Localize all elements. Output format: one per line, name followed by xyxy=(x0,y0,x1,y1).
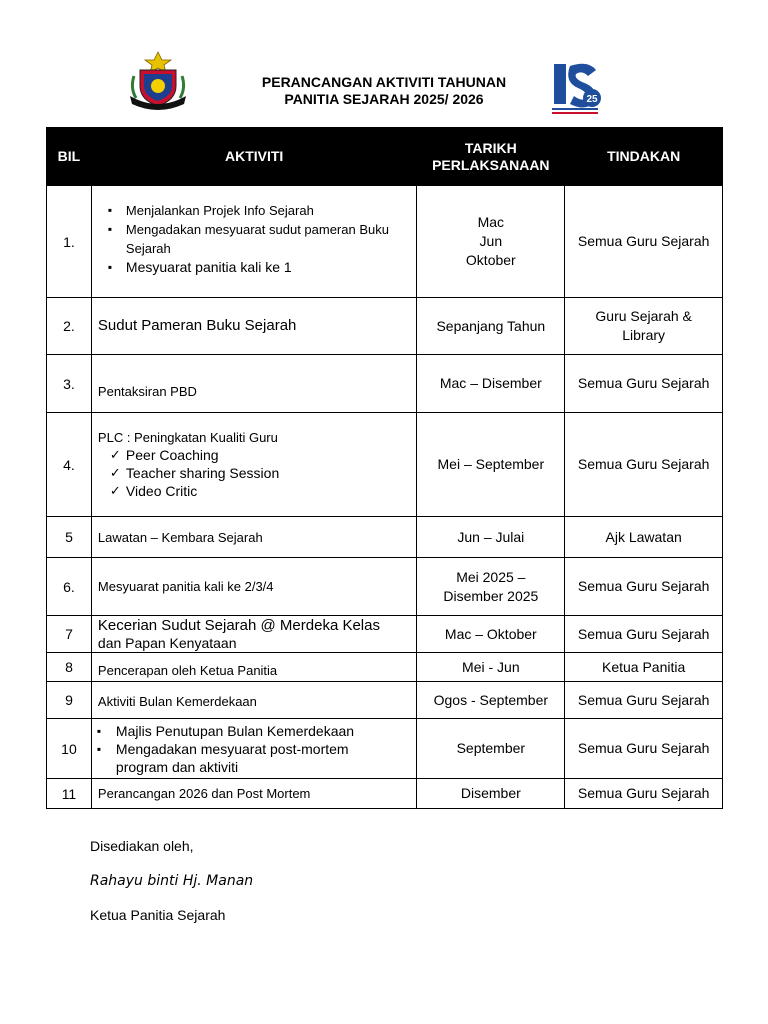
date-cell: Mei – September xyxy=(417,413,565,517)
row-number: 10 xyxy=(47,719,92,779)
date-line: Mei 2025 – xyxy=(456,568,526,585)
activity-text: Mesyuarat panitia kali ke 2/3/4 xyxy=(97,579,274,594)
activity-text: Aktiviti Bulan Kemerdekaan xyxy=(97,694,257,709)
activity-cell xyxy=(91,413,416,517)
activity-text: Sudut Pameran Buku Sejarah xyxy=(97,317,297,334)
row-number: 7 xyxy=(47,616,92,653)
prepared-by-label: Disediakan oleh, xyxy=(90,838,194,854)
action-cell: Semua Guru Sejarah xyxy=(565,355,723,413)
table-row xyxy=(47,186,723,298)
column-header-bil: BIL xyxy=(47,128,92,186)
action-cell: Ajk Lawatan xyxy=(565,517,723,558)
table-row xyxy=(47,517,723,558)
action-line: Guru Sejarah & xyxy=(595,308,692,324)
table-header-row xyxy=(47,128,723,186)
activity-plan-table xyxy=(46,127,723,809)
date-cell: Mac – Disember xyxy=(417,355,565,413)
list-item: ▪ Mengadakan mesyuarat post-mortem program dan aktiviti xyxy=(94,740,412,776)
activity-text: Lawatan – Kembara Sejarah xyxy=(97,529,263,545)
activity-cell xyxy=(91,719,416,779)
row-number: 4. xyxy=(47,413,92,517)
action-cell: Semua Guru Sejarah xyxy=(565,186,723,298)
row-number: 9 xyxy=(47,682,92,719)
activity-text: Pentaksiran PBD xyxy=(97,384,197,399)
action-cell xyxy=(565,298,723,355)
list-item: ✓ Video Critic xyxy=(98,482,412,500)
table-row xyxy=(47,682,723,719)
date-line: Mac xyxy=(477,214,505,230)
activity-cell xyxy=(91,558,416,616)
activity-cell xyxy=(91,355,416,413)
activity-cell xyxy=(91,779,416,809)
title-line-1: PERANCANGAN AKTIVITI TAHUNAN xyxy=(261,74,507,90)
action-cell: Ketua Panitia xyxy=(565,653,723,682)
date-cell: Jun – Julai xyxy=(417,517,565,558)
date-line: Disember 2025 xyxy=(443,587,539,604)
column-header-aktiviti: AKTIVITI xyxy=(91,128,416,186)
column-header-tarikh-text: TARIKH PERLAKSANAAN xyxy=(432,139,550,173)
activity-cell xyxy=(91,298,416,355)
activity-checklist xyxy=(98,446,412,500)
action-cell: Semua Guru Sejarah xyxy=(565,719,723,779)
activity-bullet-list xyxy=(94,722,412,776)
action-cell: Semua Guru Sejarah xyxy=(565,779,723,809)
activity-text-line: dan Papan Kenyataan xyxy=(97,635,237,651)
list-item: ▪ Majlis Penutupan Bulan Kemerdekaan xyxy=(94,722,412,740)
document-header xyxy=(0,0,768,125)
column-header-tindakan: TINDAKAN xyxy=(565,128,723,186)
date-cell: Mei - Jun xyxy=(417,653,565,682)
table-row xyxy=(47,719,723,779)
action-line: Library xyxy=(622,327,666,343)
table-row xyxy=(47,653,723,682)
activity-text: PLC : Peningkatan Kualiti Guru xyxy=(97,430,278,445)
preparer-role: Ketua Panitia Sejarah xyxy=(90,907,226,923)
list-item: ▪ Mengadakan mesyuarat sudut pameran Buku Sejarah xyxy=(98,220,412,258)
action-cell: Semua Guru Sejarah xyxy=(565,616,723,653)
document-title xyxy=(200,74,568,108)
list-item: ▪ Mesyuarat panitia kali ke 1 xyxy=(98,258,412,276)
activity-cell xyxy=(91,616,416,653)
activity-cell xyxy=(91,517,416,558)
activity-text: Pencerapan oleh Ketua Panitia xyxy=(97,663,278,678)
date-cell xyxy=(417,186,565,298)
preparer-name: Rahayu binti Hj. Manan xyxy=(90,873,254,889)
title-line-2: PANITIA SEJARAH 2025/ 2026 xyxy=(284,91,484,107)
table-row xyxy=(47,298,723,355)
column-header-tarikh xyxy=(417,128,565,186)
row-number: 2. xyxy=(47,298,92,355)
row-number: 1. xyxy=(47,186,92,298)
list-item: ▪ Menjalankan Projek Info Sejarah xyxy=(98,201,412,220)
date-cell: Sepanjang Tahun xyxy=(417,298,565,355)
row-number: 5 xyxy=(47,517,92,558)
list-item: ✓ Peer Coaching xyxy=(98,446,412,464)
action-cell: Semua Guru Sejarah xyxy=(565,558,723,616)
table-row xyxy=(47,355,723,413)
row-number: 8 xyxy=(47,653,92,682)
ministry-logo xyxy=(548,60,604,118)
date-cell: September xyxy=(417,719,565,779)
table-row xyxy=(47,779,723,809)
school-crest-logo xyxy=(126,50,190,112)
date-cell: Disember xyxy=(417,779,565,809)
table-row xyxy=(47,413,723,517)
date-line: Oktober xyxy=(465,252,516,268)
date-cell: Ogos - September xyxy=(417,682,565,719)
activity-cell xyxy=(91,186,416,298)
activity-text: Perancangan 2026 dan Post Mortem xyxy=(97,786,311,801)
action-cell: Semua Guru Sejarah xyxy=(565,682,723,719)
logo-number: 25 xyxy=(586,94,598,105)
activity-cell xyxy=(91,682,416,719)
row-number: 6. xyxy=(47,558,92,616)
activity-text-line: Kecerian Sudut Sejarah @ Merdeka Kelas xyxy=(97,617,380,634)
activity-cell xyxy=(91,653,416,682)
action-cell: Semua Guru Sejarah xyxy=(565,413,723,517)
table-row xyxy=(47,558,723,616)
list-item: ✓ Teacher sharing Session xyxy=(98,464,412,482)
activity-bullet-list xyxy=(98,201,412,282)
row-number: 3. xyxy=(47,355,92,413)
table-row xyxy=(47,616,723,653)
date-cell xyxy=(417,558,565,616)
date-cell: Mac – Oktober xyxy=(417,616,565,653)
date-line: Jun xyxy=(479,233,503,249)
row-number: 11 xyxy=(47,779,92,809)
